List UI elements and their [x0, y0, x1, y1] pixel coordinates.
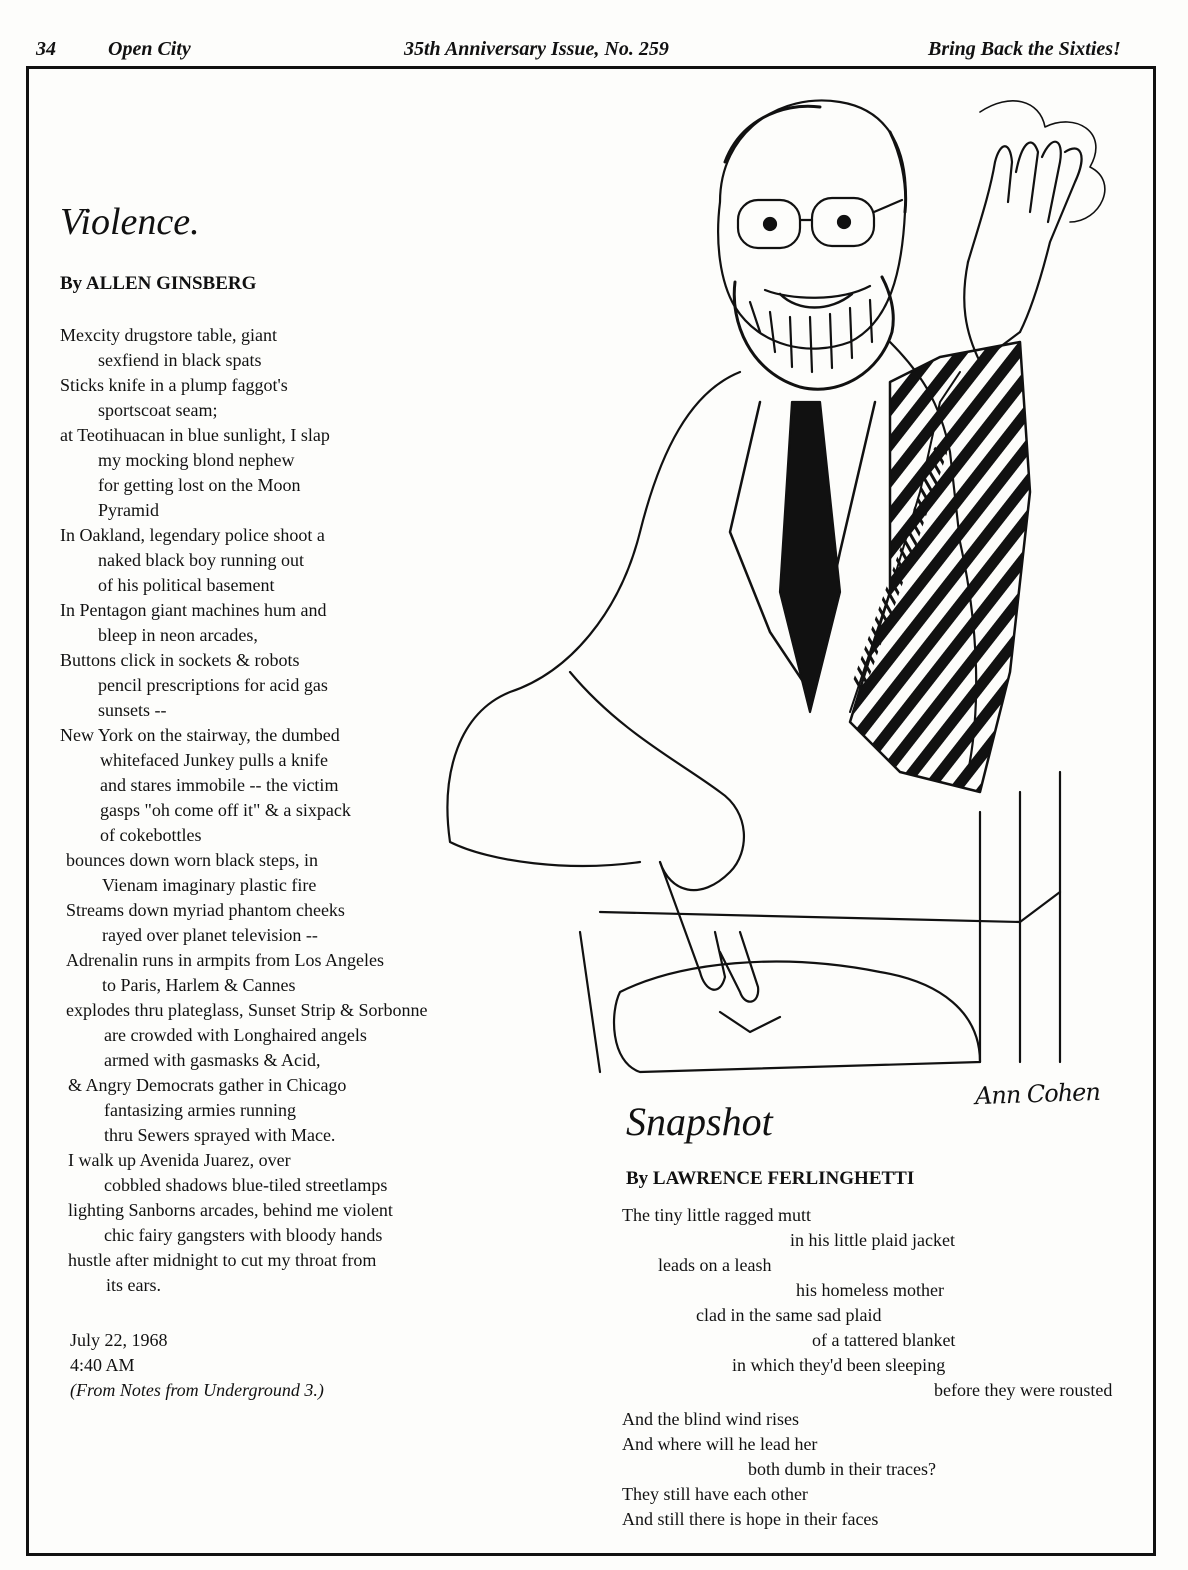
- poem-line: explodes thru plateglass, Sunset Strip & Sorbonne: [66, 1000, 428, 1020]
- poem-line: & Angry Democrats gather in Chicago: [68, 1075, 347, 1095]
- poem-line: sunsets --: [98, 700, 167, 720]
- poem-line: armed with gasmasks & Acid,: [104, 1050, 321, 1070]
- poem-line: at Teotihuacan in blue sunlight, I slap: [60, 425, 330, 445]
- poem-byline-ginsberg: By ALLEN GINSBERG: [60, 273, 257, 294]
- poem-line: hustle after midnight to cut my throat from: [68, 1250, 377, 1270]
- poem-line: In Oakland, legendary police shoot a: [60, 525, 325, 545]
- poem-line: and stares immobile -- the victim: [100, 775, 339, 795]
- poem-line: in his little plaid jacket: [790, 1230, 955, 1250]
- publication-name: Open City: [108, 38, 191, 60]
- page-number: 34: [36, 38, 56, 60]
- poem-title-violence: Violence.: [60, 201, 200, 243]
- poem-line: naked black boy running out: [98, 550, 304, 570]
- poem-line: Pyramid: [98, 500, 159, 520]
- poem-line: Mexcity drugstore table, giant: [60, 325, 277, 345]
- poem-line: sportscoat seam;: [98, 400, 218, 420]
- tagline: Bring Back the Sixties!: [928, 38, 1121, 60]
- poem-line: fantasizing armies running: [104, 1100, 296, 1120]
- poem-line: for getting lost on the Moon: [98, 475, 301, 495]
- poem-line: New York on the stairway, the dumbed: [60, 725, 340, 745]
- poem-line: are crowded with Longhaired angels: [104, 1025, 367, 1045]
- poem-line: Sticks knife in a plump faggot's: [60, 375, 288, 395]
- poem-source: (From Notes from Underground 3.): [70, 1380, 324, 1400]
- poem-date: July 22, 1968: [70, 1330, 168, 1350]
- poem-body-violence: [60, 323, 427, 1298]
- poem-line: clad in the same sad plaid: [696, 1305, 882, 1325]
- poem-line: They still have each other: [622, 1484, 808, 1504]
- poem-time: 4:40 AM: [70, 1355, 135, 1375]
- poem-line: rayed over planet television --: [102, 925, 318, 945]
- poem-line: gasps "oh come off it" & a sixpack: [100, 800, 351, 820]
- poem-line: whitefaced Junkey pulls a knife: [100, 750, 328, 770]
- poem-line: both dumb in their traces?: [748, 1459, 936, 1479]
- poem-byline-ferlinghetti: By LAWRENCE FERLINGHETTI: [626, 1168, 915, 1189]
- poem-line: his homeless mother: [796, 1280, 944, 1300]
- poem-line: cobbled shadows blue-tiled streetlamps: [104, 1175, 388, 1195]
- poem-line: And still there is hope in their faces: [622, 1509, 879, 1529]
- poem-line: Buttons click in sockets & robots: [60, 650, 300, 670]
- poem-line: of a tattered blanket: [812, 1330, 956, 1350]
- page-header: [0, 38, 1188, 68]
- poem-line: its ears.: [106, 1275, 161, 1295]
- poem-line: The tiny little ragged mutt: [622, 1205, 811, 1225]
- poem-line: before they were rousted: [934, 1380, 1113, 1400]
- poem-line: of his political basement: [98, 575, 275, 595]
- poem-line: And where will he lead her: [622, 1434, 818, 1454]
- poem-line: my mocking blond nephew: [98, 450, 295, 470]
- poem-line: In Pentagon giant machines hum and: [60, 600, 327, 620]
- poem-line: Adrenalin runs in armpits from Los Angeles: [66, 950, 384, 970]
- portrait-illustration: [420, 72, 1150, 1082]
- poem-title-snapshot: Snapshot: [626, 1099, 773, 1144]
- issue-label: 35th Anniversary Issue, No. 259: [404, 38, 669, 60]
- poem-line: in which they'd been sleeping: [732, 1355, 946, 1375]
- poem-dateline: [70, 1328, 324, 1403]
- poem-line: bounces down worn black steps, in: [66, 850, 318, 870]
- poem-line: chic fairy gangsters with bloody hands: [104, 1225, 383, 1245]
- poem-body-snapshot: [622, 1203, 1142, 1532]
- poem-line: And the blind wind rises: [622, 1409, 799, 1429]
- poem-line: leads on a leash: [658, 1255, 772, 1275]
- poem-line: Streams down myriad phantom cheeks: [66, 900, 345, 920]
- poem-line: lighting Sanborns arcades, behind me violent: [68, 1200, 393, 1220]
- poem-line: pencil prescriptions for acid gas: [98, 675, 328, 695]
- poem-line: Vienam imaginary plastic fire: [102, 875, 317, 895]
- poem-line: I walk up Avenida Juarez, over: [68, 1150, 291, 1170]
- artist-signature: Ann Cohen: [974, 1077, 1101, 1111]
- poem-line: bleep in neon arcades,: [98, 625, 258, 645]
- poem-line: sexfiend in black spats: [98, 350, 262, 370]
- poem-line: to Paris, Harlem & Cannes: [102, 975, 296, 995]
- poem-line: of cokebottles: [100, 825, 202, 845]
- poem-line: thru Sewers sprayed with Mace.: [104, 1125, 336, 1145]
